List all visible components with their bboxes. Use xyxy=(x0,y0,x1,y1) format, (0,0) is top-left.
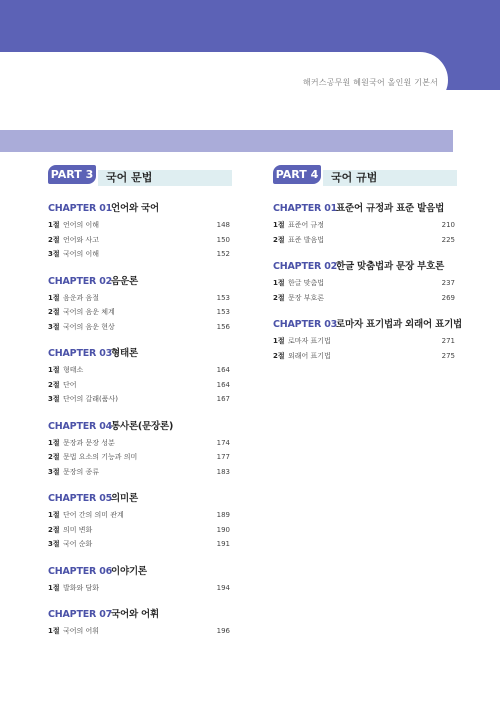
chapter-heading[interactable] xyxy=(48,490,230,503)
chapter-heading[interactable] xyxy=(273,258,455,271)
page-number: 153 xyxy=(216,308,230,317)
section-title: 문장 부호론 xyxy=(288,293,325,302)
page-number: 269 xyxy=(441,293,455,302)
section-title: 외래어 표기법 xyxy=(288,351,331,360)
chapter-heading[interactable] xyxy=(48,606,230,619)
section-title: 문장의 종류 xyxy=(63,467,100,476)
chapter-heading[interactable] xyxy=(48,345,230,358)
section-title: 표준어 규정 xyxy=(288,221,325,230)
chapter-number: CHAPTER 02 xyxy=(48,275,113,287)
section-title: 단어의 갈래(품사) xyxy=(63,395,119,404)
section-number: 2절 xyxy=(48,380,60,389)
section-row[interactable] xyxy=(48,233,230,248)
section-row[interactable] xyxy=(48,247,230,262)
page-number: 190 xyxy=(216,525,230,534)
page-number: 210 xyxy=(441,221,455,230)
chapter-number: CHAPTER 01 xyxy=(48,203,113,214)
section-number: 1절 xyxy=(48,627,60,636)
section-number: 2절 xyxy=(48,453,60,462)
book-title: 해커스공무원 혜원국어 올인원 기본서 xyxy=(302,78,438,87)
section-number: 3절 xyxy=(48,540,60,549)
chapter xyxy=(48,490,230,552)
section-row[interactable] xyxy=(273,233,455,248)
section-number: 3절 xyxy=(48,250,60,259)
chapter-title: 한글 맞춤법과 문장 부호론 xyxy=(336,261,445,272)
page-number: 164 xyxy=(216,380,230,389)
page-number: 174 xyxy=(216,438,230,447)
chapter-number: CHAPTER 06 xyxy=(48,565,113,577)
section-row[interactable] xyxy=(48,392,230,407)
part-title: 국어 문법 xyxy=(106,171,153,184)
section-title: 국어 순화 xyxy=(63,540,93,549)
section-row[interactable] xyxy=(48,378,230,393)
page-number: 183 xyxy=(216,467,230,476)
section-title: 단어 간의 의미 관계 xyxy=(63,511,124,520)
section-number: 3절 xyxy=(48,395,60,404)
section-row[interactable] xyxy=(48,320,230,335)
section-title: 표준 발음법 xyxy=(288,235,325,244)
chapter xyxy=(48,345,230,407)
chapter-heading[interactable] xyxy=(48,273,230,286)
page-number: 150 xyxy=(216,235,230,244)
chapter xyxy=(273,258,455,305)
chapter-number: CHAPTER 03 xyxy=(273,319,338,330)
chapter-title: 로마자 표기법과 외래어 표기법 xyxy=(336,319,463,330)
section-title: 로마자 표기법 xyxy=(288,337,331,346)
section-row[interactable] xyxy=(273,349,455,364)
chapter-title: 통사론(문장론) xyxy=(111,420,174,432)
page-number: 271 xyxy=(441,337,455,346)
page-number: 225 xyxy=(441,235,455,244)
chapter-title: 형태론 xyxy=(111,348,138,359)
section-title: 의미 변화 xyxy=(63,525,93,534)
chapter-number: CHAPTER 05 xyxy=(48,493,113,504)
section-row[interactable] xyxy=(48,624,230,639)
section-row[interactable] xyxy=(273,276,455,291)
section-number: 2절 xyxy=(273,235,285,244)
section-number: 1절 xyxy=(273,279,285,288)
chapter-number: CHAPTER 04 xyxy=(48,420,113,432)
chapter-number: CHAPTER 03 xyxy=(48,348,113,359)
chapter-title: 표준어 규정과 표준 발음법 xyxy=(336,203,445,214)
part-column xyxy=(273,165,463,374)
chapter-heading[interactable] xyxy=(48,200,230,213)
page-number: 167 xyxy=(216,395,230,404)
chapter xyxy=(48,273,230,335)
section-number: 3절 xyxy=(48,467,60,476)
section-title: 문장과 문장 성분 xyxy=(63,438,115,447)
chapter-heading[interactable] xyxy=(273,200,455,213)
section-title: 형태소 xyxy=(63,366,84,375)
chapter-number: CHAPTER 02 xyxy=(273,261,338,272)
section-number: 1절 xyxy=(48,438,60,447)
section-row[interactable] xyxy=(48,291,230,306)
section-number: 1절 xyxy=(48,221,60,230)
page-number: 189 xyxy=(216,511,230,520)
part-column xyxy=(48,165,230,650)
decorative-stripe xyxy=(0,130,453,152)
section-title: 국어의 음운 체계 xyxy=(63,308,115,317)
page-number: 152 xyxy=(216,250,230,259)
section-number: 3절 xyxy=(48,322,60,331)
chapter xyxy=(48,606,230,639)
chapter-heading[interactable] xyxy=(48,563,230,576)
section-number: 1절 xyxy=(48,293,60,302)
chapter-number: CHAPTER 07 xyxy=(48,609,113,620)
section-row[interactable] xyxy=(48,450,230,465)
page-number: 156 xyxy=(216,322,230,331)
page-number: 153 xyxy=(216,293,230,302)
chapter-title: 음운론 xyxy=(111,275,138,287)
section-title: 한글 맞춤법 xyxy=(288,279,325,288)
page-number: 191 xyxy=(216,540,230,549)
part-header xyxy=(48,165,230,187)
section-number: 2절 xyxy=(273,351,285,360)
page-number: 196 xyxy=(216,627,230,636)
section-row[interactable] xyxy=(48,537,230,552)
page-number: 275 xyxy=(441,351,455,360)
chapter-heading[interactable] xyxy=(48,418,230,431)
section-title: 국어의 어휘 xyxy=(63,627,100,636)
section-row[interactable] xyxy=(273,218,455,233)
page-number: 237 xyxy=(441,279,455,288)
section-title: 단어 xyxy=(63,380,77,389)
section-row[interactable] xyxy=(273,334,455,349)
chapter xyxy=(273,200,455,247)
section-title: 언어의 이해 xyxy=(63,221,100,230)
section-number: 2절 xyxy=(48,308,60,317)
chapter-title: 이야기론 xyxy=(111,565,147,577)
section-title: 문법 요소의 기능과 의미 xyxy=(63,453,138,462)
chapter-number: CHAPTER 01 xyxy=(273,203,338,214)
chapter-title: 국어와 어휘 xyxy=(111,609,159,620)
section-title: 음운과 음절 xyxy=(63,293,100,302)
chapter xyxy=(273,316,463,363)
chapter xyxy=(48,200,230,262)
section-title: 국어의 이해 xyxy=(63,250,100,259)
section-number: 2절 xyxy=(48,235,60,244)
section-number: 2절 xyxy=(48,525,60,534)
section-number: 2절 xyxy=(273,293,285,302)
section-number: 1절 xyxy=(48,583,60,592)
section-number: 1절 xyxy=(48,511,60,520)
chapter xyxy=(48,563,230,596)
page-number: 194 xyxy=(216,583,230,592)
page-number: 148 xyxy=(216,221,230,230)
chapter-heading[interactable] xyxy=(273,316,463,330)
page-number: 177 xyxy=(216,453,230,462)
section-row[interactable] xyxy=(48,523,230,538)
part-badge: PART 3 xyxy=(48,165,96,184)
section-title: 발화와 담화 xyxy=(63,583,100,592)
page-number: 164 xyxy=(216,366,230,375)
chapter xyxy=(48,418,230,480)
section-row[interactable] xyxy=(48,465,230,480)
section-row[interactable] xyxy=(48,581,230,596)
chapter-title: 언어와 국어 xyxy=(111,203,159,214)
section-title: 국어의 음운 현상 xyxy=(63,322,115,331)
section-row[interactable] xyxy=(48,218,230,233)
section-row[interactable] xyxy=(48,305,230,320)
section-title: 언어와 사고 xyxy=(63,235,100,244)
section-row[interactable] xyxy=(48,363,230,378)
section-number: 1절 xyxy=(273,337,285,346)
section-number: 1절 xyxy=(48,366,60,375)
part-title: 국어 규범 xyxy=(331,171,378,184)
section-row[interactable] xyxy=(48,436,230,451)
part-header xyxy=(273,165,455,187)
section-row[interactable] xyxy=(48,508,230,523)
chapter-title: 의미론 xyxy=(111,493,138,504)
section-row[interactable] xyxy=(273,291,455,306)
part-badge: PART 4 xyxy=(273,165,321,184)
section-number: 1절 xyxy=(273,221,285,230)
